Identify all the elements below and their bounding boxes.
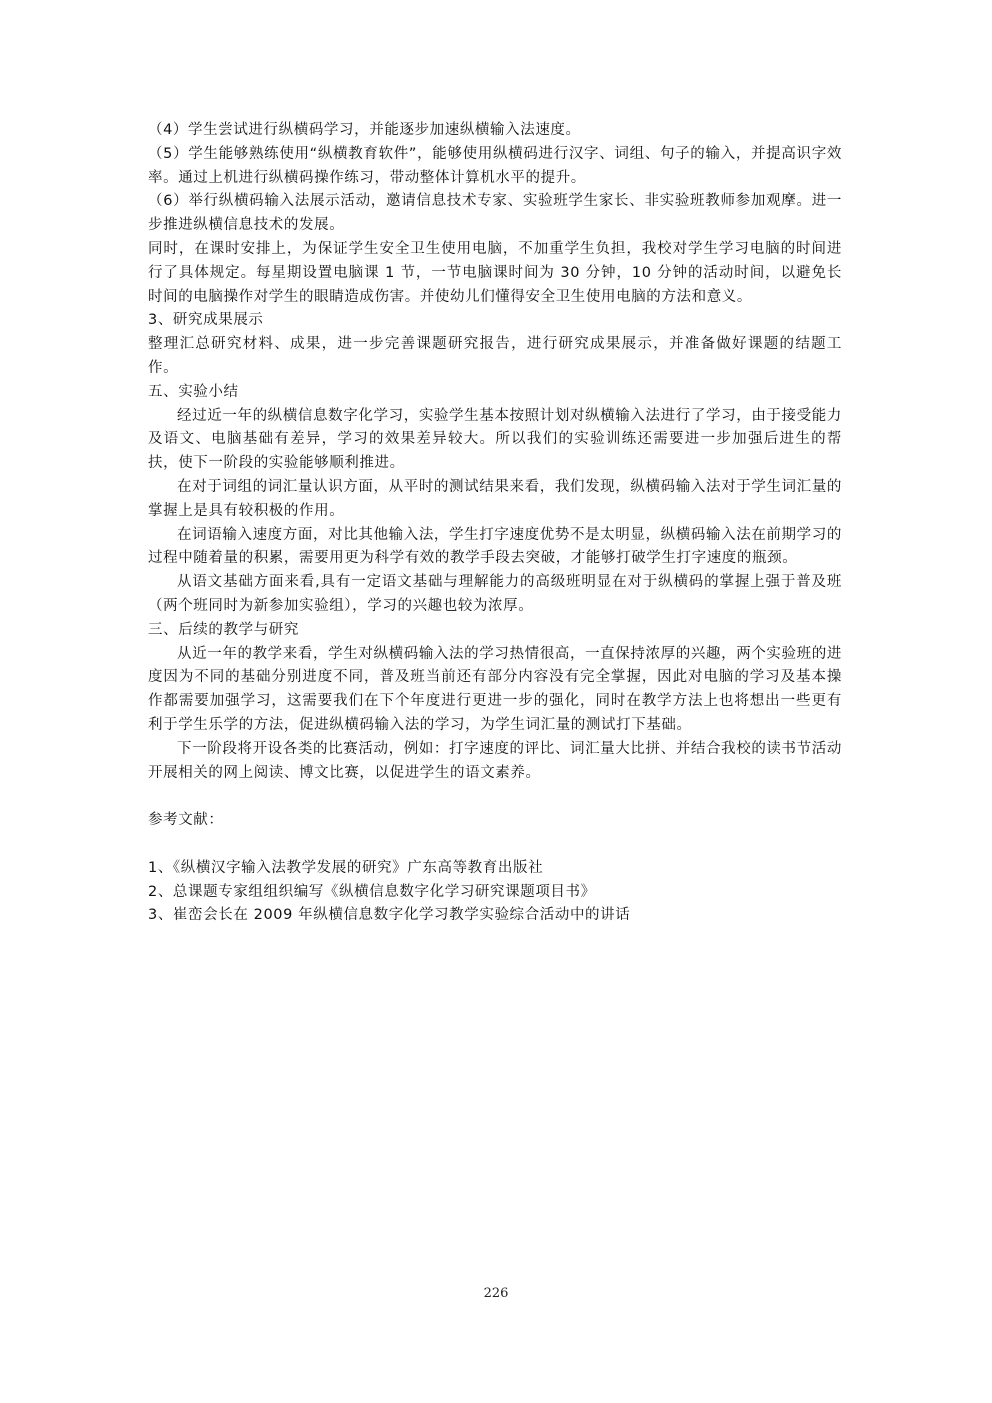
results-paragraph: 整理汇总研究材料、成果，进一步完善课题研究报告，进行研究成果展示，并准备做好课题的结题工作。 [148, 336, 842, 376]
summary-paragraph-2: 在对于词组的词汇量认识方面，从平时的测试结果来看，我们发现，纵横码输入法对于学生词汇量的掌握上是具有较积极的作用。 [148, 478, 842, 519]
summary-paragraph-3: 在词语输入速度方面，对比其他输入法，学生打字速度优势不是太明显，纵横码输入法在前期学习的过程中随着量的积累，需要用更为科学有效的教学手段去突破，才能够打破学生打字速度的瓶颈。 [148, 526, 842, 567]
document-body [148, 119, 842, 928]
list-item-4: （4）学生尝试进行纵横码学习，并能逐步加速纵横输入法速度。 [148, 122, 581, 138]
schedule-paragraph: 同时，在课时安排上，为保证学生安全卫生使用电脑，不加重学生负担，我校对学生学习电脑的时间进行了具体规定。每星期设置电脑课 1 节，一节电脑课时间为 30 分钟，10 分钟的活动时间，以避免长时间的电脑操作对学生的眼睛造成伤害。并使幼儿们懂得安全卫生使用电脑的方法和意义。 [148, 240, 842, 305]
reference-item-3: 3、崔峦会长在 2009 年纵横信息数字化学习教学实验综合活动中的讲话 [148, 907, 631, 924]
spacer [148, 785, 842, 809]
page-number: 226 [483, 1286, 509, 1301]
list-item-5: （5）学生能够熟练使用“纵横教育软件”，能够使用纵横码进行汉字、词组、句子的输入，并提高识字效率。通过上机进行纵横码操作练习，带动整体计算机水平的提升。 [148, 145, 842, 186]
section-heading-followup: 三、后续的教学与研究 [148, 621, 299, 638]
references-heading: 参考文献： [148, 812, 224, 829]
reference-item-2: 2、总课题专家组组织编写《纵横信息数字化学习研究课题项目书》 [148, 883, 596, 900]
list-item-6: （6）举行纵横码输入法展示活动，邀请信息技术专家、实验班学生家长、非实验班教师参加观摩。进一步推进纵横信息技术的发展。 [148, 193, 842, 234]
summary-paragraph-4: 从语文基础方面来看,具有一定语文基础与理解能力的高级班明显在对于纵横码的掌握上强于普及班（两个班同时为新参加实验组），学习的兴趣也较为浓厚。 [148, 574, 842, 614]
section-heading-summary: 五、实验小结 [148, 383, 239, 400]
summary-paragraph-1: 经过近一年的纵横信息数字化学习，实验学生基本按照计划对纵横输入法进行了学习，由于接受能力及语文、电脑基础有差异，学习的效果差异较大。所以我们的实验训练还需要进一步加强后进生的帮扶，使下一阶段的实验能够顺利推进。 [148, 407, 842, 472]
spacer [148, 833, 842, 857]
reference-item-1: 1、《纵横汉字输入法教学发展的研究》广东高等教育出版社 [148, 859, 544, 876]
section-heading-results: 3、研究成果展示 [148, 312, 264, 329]
followup-paragraph-1: 从近一年的教学来看，学生对纵横码输入法的学习热情很高，一直保持浓厚的兴趣，两个实验班的进度因为不同的基础分别进度不同，普及班当前还有部分内容没有完全掌握，因此对电脑的学习及基本操作都需要加强学习，这需要我们在下个年度进行更进一步的强化，同时在教学方法上也将想出一些更有利于学生乐学的方法，促进纵横码输入法的学习，为学生词汇量的测试打下基础。 [148, 645, 842, 733]
followup-paragraph-2: 下一阶段将开设各类的比赛活动，例如：打字速度的评比、词汇量大比拼、并结合我校的读书节活动开展相关的网上阅读、博文比赛，以促进学生的语文素养。 [148, 740, 842, 781]
